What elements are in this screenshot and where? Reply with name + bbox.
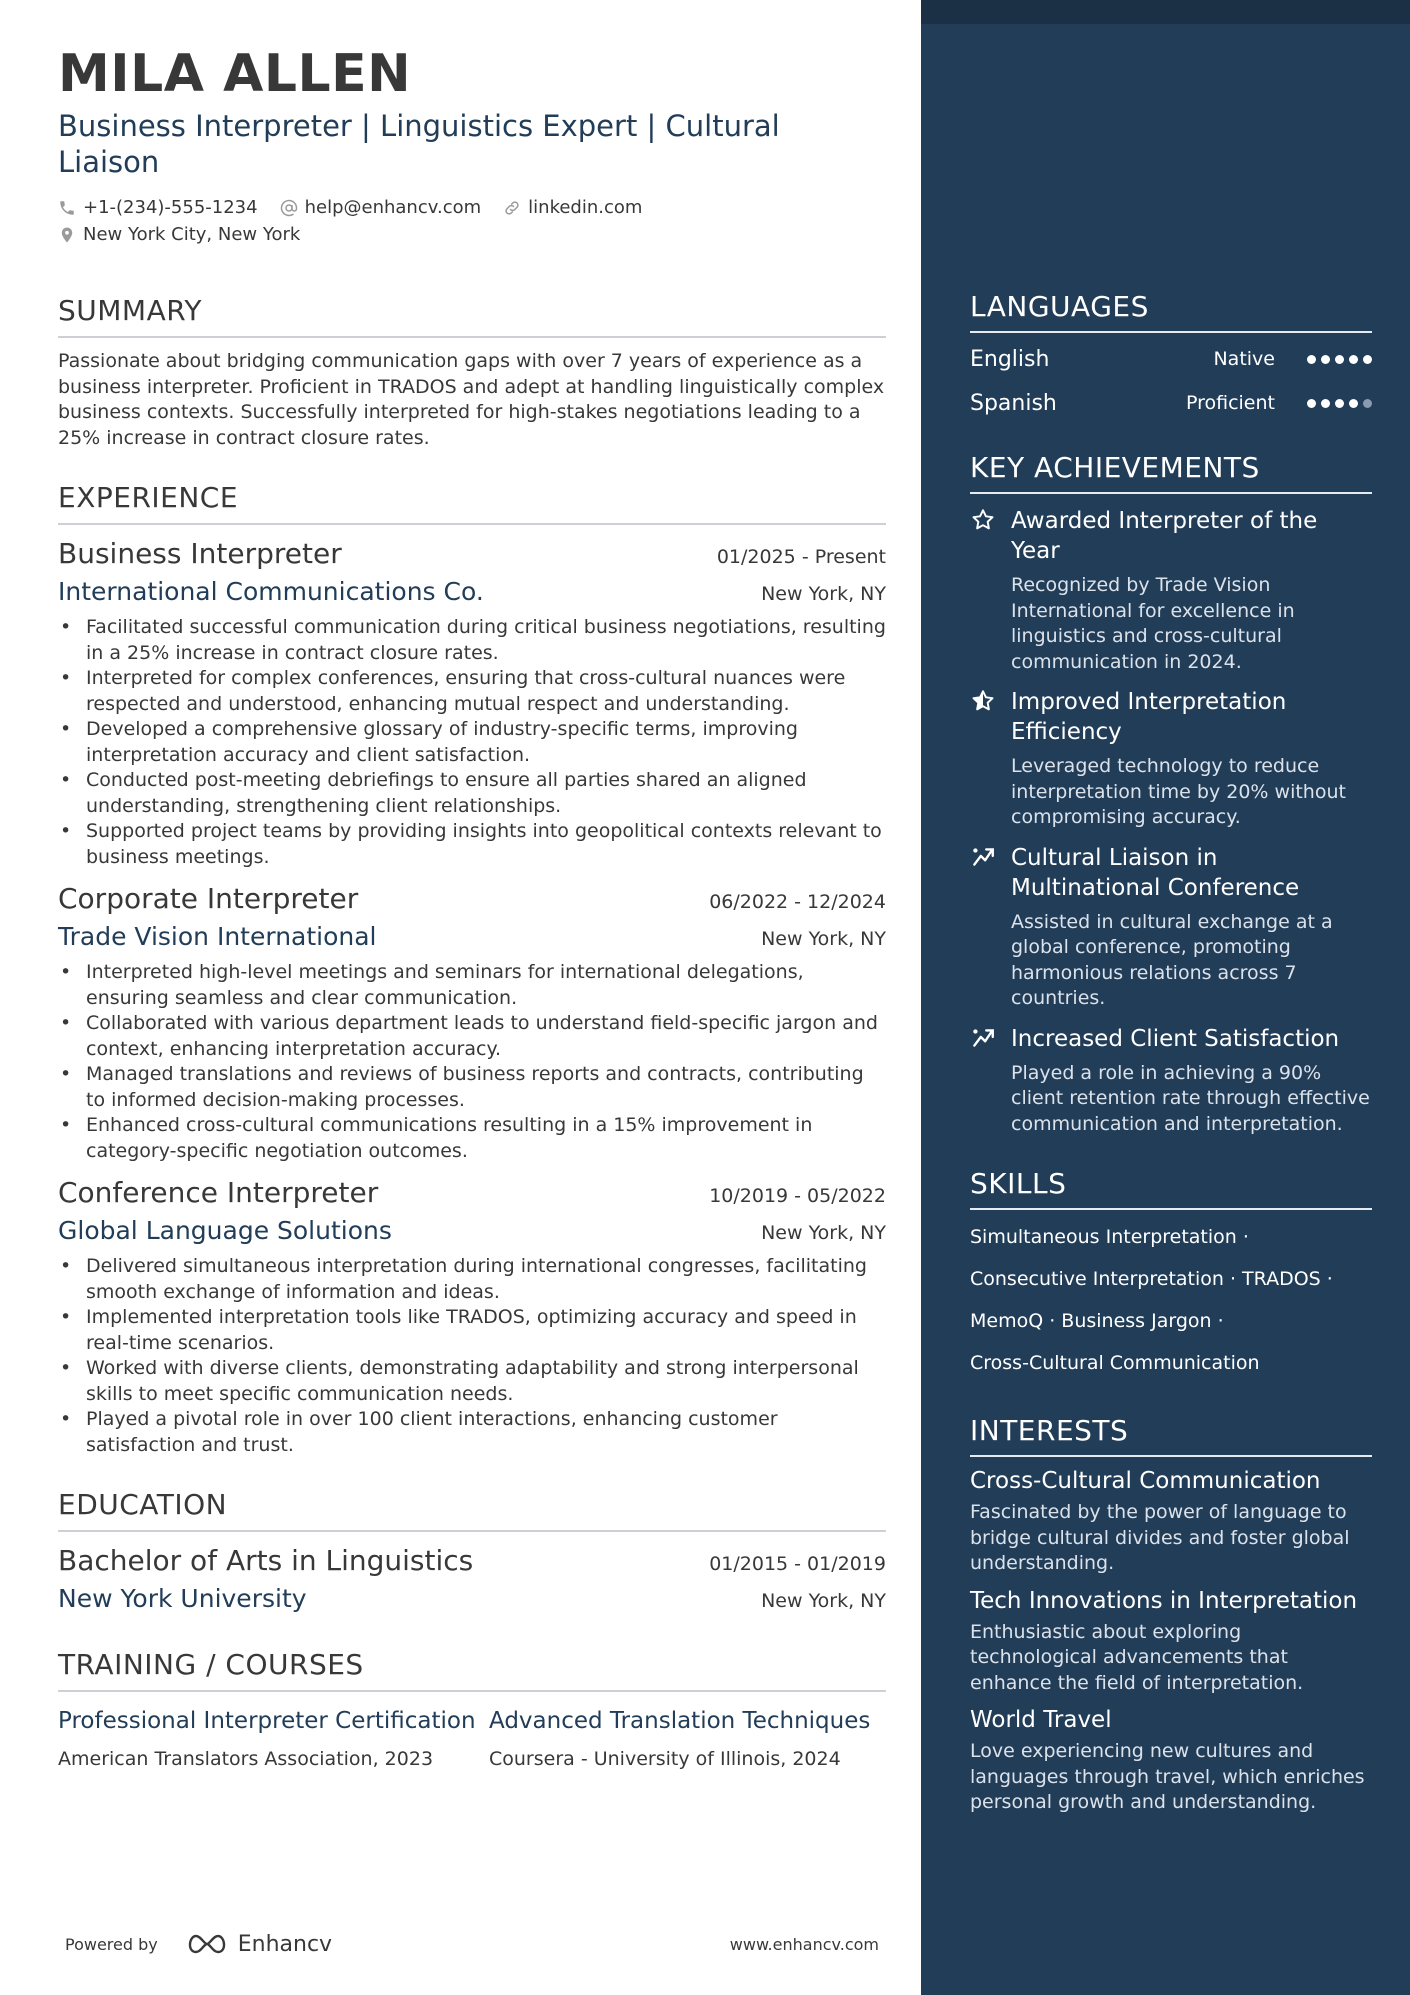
rating-dot-filled — [1307, 399, 1316, 408]
bullet-item: • Played a pivotal role in over 100 client interactions, enhancing customer satisfaction and trust. — [58, 1407, 886, 1458]
sidebar-content — [970, 290, 1372, 1816]
footer — [65, 1924, 879, 1964]
course-provider: American Translators Association, 2023 — [58, 1748, 434, 1770]
job-entry — [58, 1174, 886, 1458]
footer-website[interactable]: www.enhancv.com — [729, 1934, 879, 1954]
achievement-item — [970, 1024, 1372, 1138]
rating-dot-filled — [1335, 399, 1344, 408]
achievements-section — [970, 451, 1372, 1137]
achievement-desc: Played a role in achieving a 90% client retention rate through effective communication and interpretation. — [1011, 1061, 1370, 1135]
experience-section — [58, 481, 886, 1458]
enhancv-logo-icon — [184, 1933, 230, 1955]
linkedin-text: linkedin.com — [528, 197, 643, 218]
bullet-item: • Managed translations and reviews of business reports and contracts, contributing to informed decision-making processes. — [58, 1062, 886, 1113]
interest-title: Tech Innovations in Interpretation — [970, 1587, 1358, 1614]
phone-text: +1-(234)-555-1234 — [83, 197, 258, 218]
rating-dot-filled — [1349, 355, 1358, 364]
location-pin-icon — [58, 226, 76, 244]
rating-dot-filled — [1335, 355, 1344, 364]
course-title: Advanced Translation Techniques — [489, 1708, 871, 1734]
course-title: Professional Interpreter Certification — [58, 1708, 476, 1734]
job-bullets — [58, 615, 886, 870]
rating-dot-filled — [1321, 355, 1330, 364]
job-entry — [58, 880, 886, 1164]
location-row — [58, 221, 886, 248]
skill-line: Simultaneous Interpretation · — [970, 1226, 1249, 1248]
job-date: 01/2025 - Present — [716, 546, 886, 568]
training-section — [58, 1648, 886, 1770]
job-location: New York, NY — [761, 583, 886, 605]
languages-heading: LANGUAGES — [970, 290, 1372, 333]
link-icon — [503, 199, 521, 217]
achievement-title: Improved Interpretation Efficiency — [1011, 689, 1287, 745]
contact-phone[interactable] — [58, 197, 258, 218]
education-entry — [58, 1542, 886, 1618]
job-bullets — [58, 960, 886, 1164]
job-date: 06/2022 - 12/2024 — [709, 891, 886, 913]
main-column — [58, 40, 886, 1770]
growth-arrow-icon — [970, 844, 996, 870]
brand-logo[interactable] — [184, 1932, 332, 1957]
job-company: Trade Vision International — [58, 922, 377, 951]
contact-row — [58, 194, 886, 221]
achievement-title: Awarded Interpreter of the Year — [1011, 508, 1318, 564]
bullet-item: • Supported project teams by providing insights into geopolitical contexts relevant to business meetings. — [58, 819, 886, 870]
job-title: Conference Interpreter — [58, 1176, 379, 1209]
job-company: International Communications Co. — [58, 577, 484, 606]
skills-list — [970, 1216, 1372, 1384]
interest-item — [970, 1705, 1372, 1816]
job-title: Corporate Interpreter — [58, 882, 359, 915]
achievement-item — [970, 843, 1372, 1012]
sidebar — [921, 0, 1410, 1995]
brand-name: Enhancv — [237, 1931, 333, 1957]
growth-arrow-icon — [970, 1025, 996, 1051]
course-item — [58, 1706, 489, 1770]
interests-section — [970, 1414, 1372, 1816]
language-name: Spanish — [970, 390, 1057, 416]
headline: Business Interpreter | Linguistics Expert | Cultural Liaison — [58, 109, 780, 179]
skill-line: Consecutive Interpretation · TRADOS · — [970, 1268, 1333, 1290]
experience-heading: EXPERIENCE — [58, 481, 886, 525]
job-title: Business Interpreter — [58, 537, 342, 570]
rating-dot-filled — [1321, 399, 1330, 408]
languages-section — [970, 290, 1372, 425]
language-row — [970, 381, 1372, 425]
summary-text: Passionate about bridging communication gaps with over 7 years of experience as a business interpreter. Proficient in TRADOS and adept at handling linguistically complex business contexts. Successfully interpreted for high-stakes negotiations leading to a 25% increase in contract closure rates. — [58, 350, 885, 449]
skills-heading: SKILLS — [970, 1167, 1372, 1210]
skill-line: Cross-Cultural Communication — [970, 1352, 1260, 1374]
interest-desc: Enthusiastic about exploring technological advancements that enhance the field of interpretation. — [970, 1620, 1304, 1694]
job-location: New York, NY — [761, 1222, 886, 1244]
interest-desc: Love experiencing new cultures and languages through travel, which enriches personal growth and understanding. — [970, 1740, 1365, 1813]
job-date: 10/2019 - 05/2022 — [709, 1185, 886, 1207]
job-company: Global Language Solutions — [58, 1216, 392, 1245]
bullet-item: • Facilitated successful communication during critical business negotiations, resulting in a 25% increase in contract closure rates. — [58, 615, 886, 666]
contact-linkedin[interactable] — [503, 197, 642, 218]
language-name: English — [970, 346, 1050, 372]
email-text: help@enhancv.com — [304, 197, 482, 218]
achievement-desc: Leveraged technology to reduce interpretation time by 20% without compromising accuracy. — [1011, 755, 1346, 828]
bullet-item: • Worked with diverse clients, demonstrating adaptability and strong interpersonal skills to meet specific communication needs. — [58, 1356, 886, 1407]
summary-section — [58, 294, 886, 451]
interest-desc: Fascinated by the power of language to bridge cultural divides and foster global understanding. — [970, 1501, 1350, 1574]
bullet-item: • Developed a comprehensive glossary of industry-specific terms, improving interpretation accuracy and client satisfaction. — [58, 717, 886, 768]
course-item — [489, 1706, 886, 1770]
bullet-item: • Interpreted high-level meetings and seminars for international delegations, ensuring seamless and clear communication. — [58, 960, 886, 1011]
at-sign-icon — [280, 199, 298, 217]
powered-by-label: Powered by — [65, 1934, 158, 1954]
job-location: New York, NY — [761, 928, 886, 950]
bullet-item: • Implemented interpretation tools like TRADOS, optimizing accuracy and speed in real-time scenarios. — [58, 1305, 886, 1356]
achievement-item — [970, 687, 1372, 831]
education-section — [58, 1488, 886, 1618]
star-half-icon — [970, 688, 996, 714]
bullet-item: • Delivered simultaneous interpretation during international congresses, facilitating smooth exchange of information and ideas. — [58, 1254, 886, 1305]
education-date: 01/2015 - 01/2019 — [709, 1553, 886, 1575]
interest-item — [970, 1586, 1372, 1697]
bullet-item: • Interpreted for complex conferences, ensuring that cross-cultural nuances were respected and understood, enhancing mutual respect and understanding. — [58, 666, 886, 717]
skill-line: MemoQ · Business Jargon · — [970, 1310, 1224, 1332]
school-location: New York, NY — [761, 1590, 886, 1612]
interest-title: Cross-Cultural Communication — [970, 1468, 1321, 1494]
interests-heading: INTERESTS — [970, 1414, 1372, 1457]
interest-title: World Travel — [970, 1707, 1112, 1733]
interest-item — [970, 1466, 1372, 1577]
location-text: New York City, New York — [83, 224, 301, 245]
language-rating — [1307, 355, 1372, 364]
language-level: Proficient — [1185, 392, 1275, 414]
language-level: Native — [1213, 348, 1275, 370]
summary-heading: SUMMARY — [58, 294, 886, 338]
achievement-title: Increased Client Satisfaction — [1011, 1025, 1340, 1052]
contact-location — [58, 224, 300, 245]
bullet-item: • Conducted post-meeting debriefings to ensure all parties shared an aligned understanding, strengthening client relationships. — [58, 768, 886, 819]
achievement-title: Cultural Liaison in Multinational Conference — [1011, 844, 1300, 901]
skills-section — [970, 1167, 1372, 1384]
contact-email[interactable] — [280, 197, 482, 218]
job-entry — [58, 535, 886, 870]
achievements-heading: KEY ACHIEVEMENTS — [970, 451, 1372, 494]
star-outline-icon — [970, 507, 996, 533]
language-row — [970, 337, 1372, 381]
bullet-item: • Enhanced cross-cultural communications resulting in a 15% improvement in category-specific negotiation outcomes. — [58, 1113, 886, 1164]
rating-dot-filled — [1363, 355, 1372, 364]
language-rating — [1307, 399, 1372, 408]
rating-dot-filled — [1349, 399, 1358, 408]
rating-dot-filled — [1307, 355, 1316, 364]
achievement-desc: Assisted in cultural exchange at a global conference, promoting harmonious relations across 7 countries. — [1011, 910, 1333, 1009]
bullet-item: • Collaborated with various department leads to understand field-specific jargon and context, enhancing interpretation accuracy. — [58, 1011, 886, 1062]
sidebar-top-band — [921, 0, 1410, 24]
achievement-item — [970, 506, 1372, 675]
phone-icon — [58, 199, 76, 217]
candidate-name: MILA ALLEN — [58, 44, 412, 104]
achievement-desc: Recognized by Trade Vision International for excellence in linguistics and cross-cultural communication in 2024. — [1011, 574, 1295, 673]
degree-title: Bachelor of Arts in Linguistics — [58, 1544, 474, 1577]
course-provider: Coursera - University of Illinois, 2024 — [489, 1748, 841, 1770]
education-heading: EDUCATION — [58, 1488, 886, 1532]
job-bullets — [58, 1254, 886, 1458]
training-heading: TRAINING / COURSES — [58, 1648, 886, 1692]
school-name: New York University — [58, 1584, 307, 1613]
course-list — [58, 1706, 886, 1770]
rating-dot-empty — [1363, 399, 1372, 408]
